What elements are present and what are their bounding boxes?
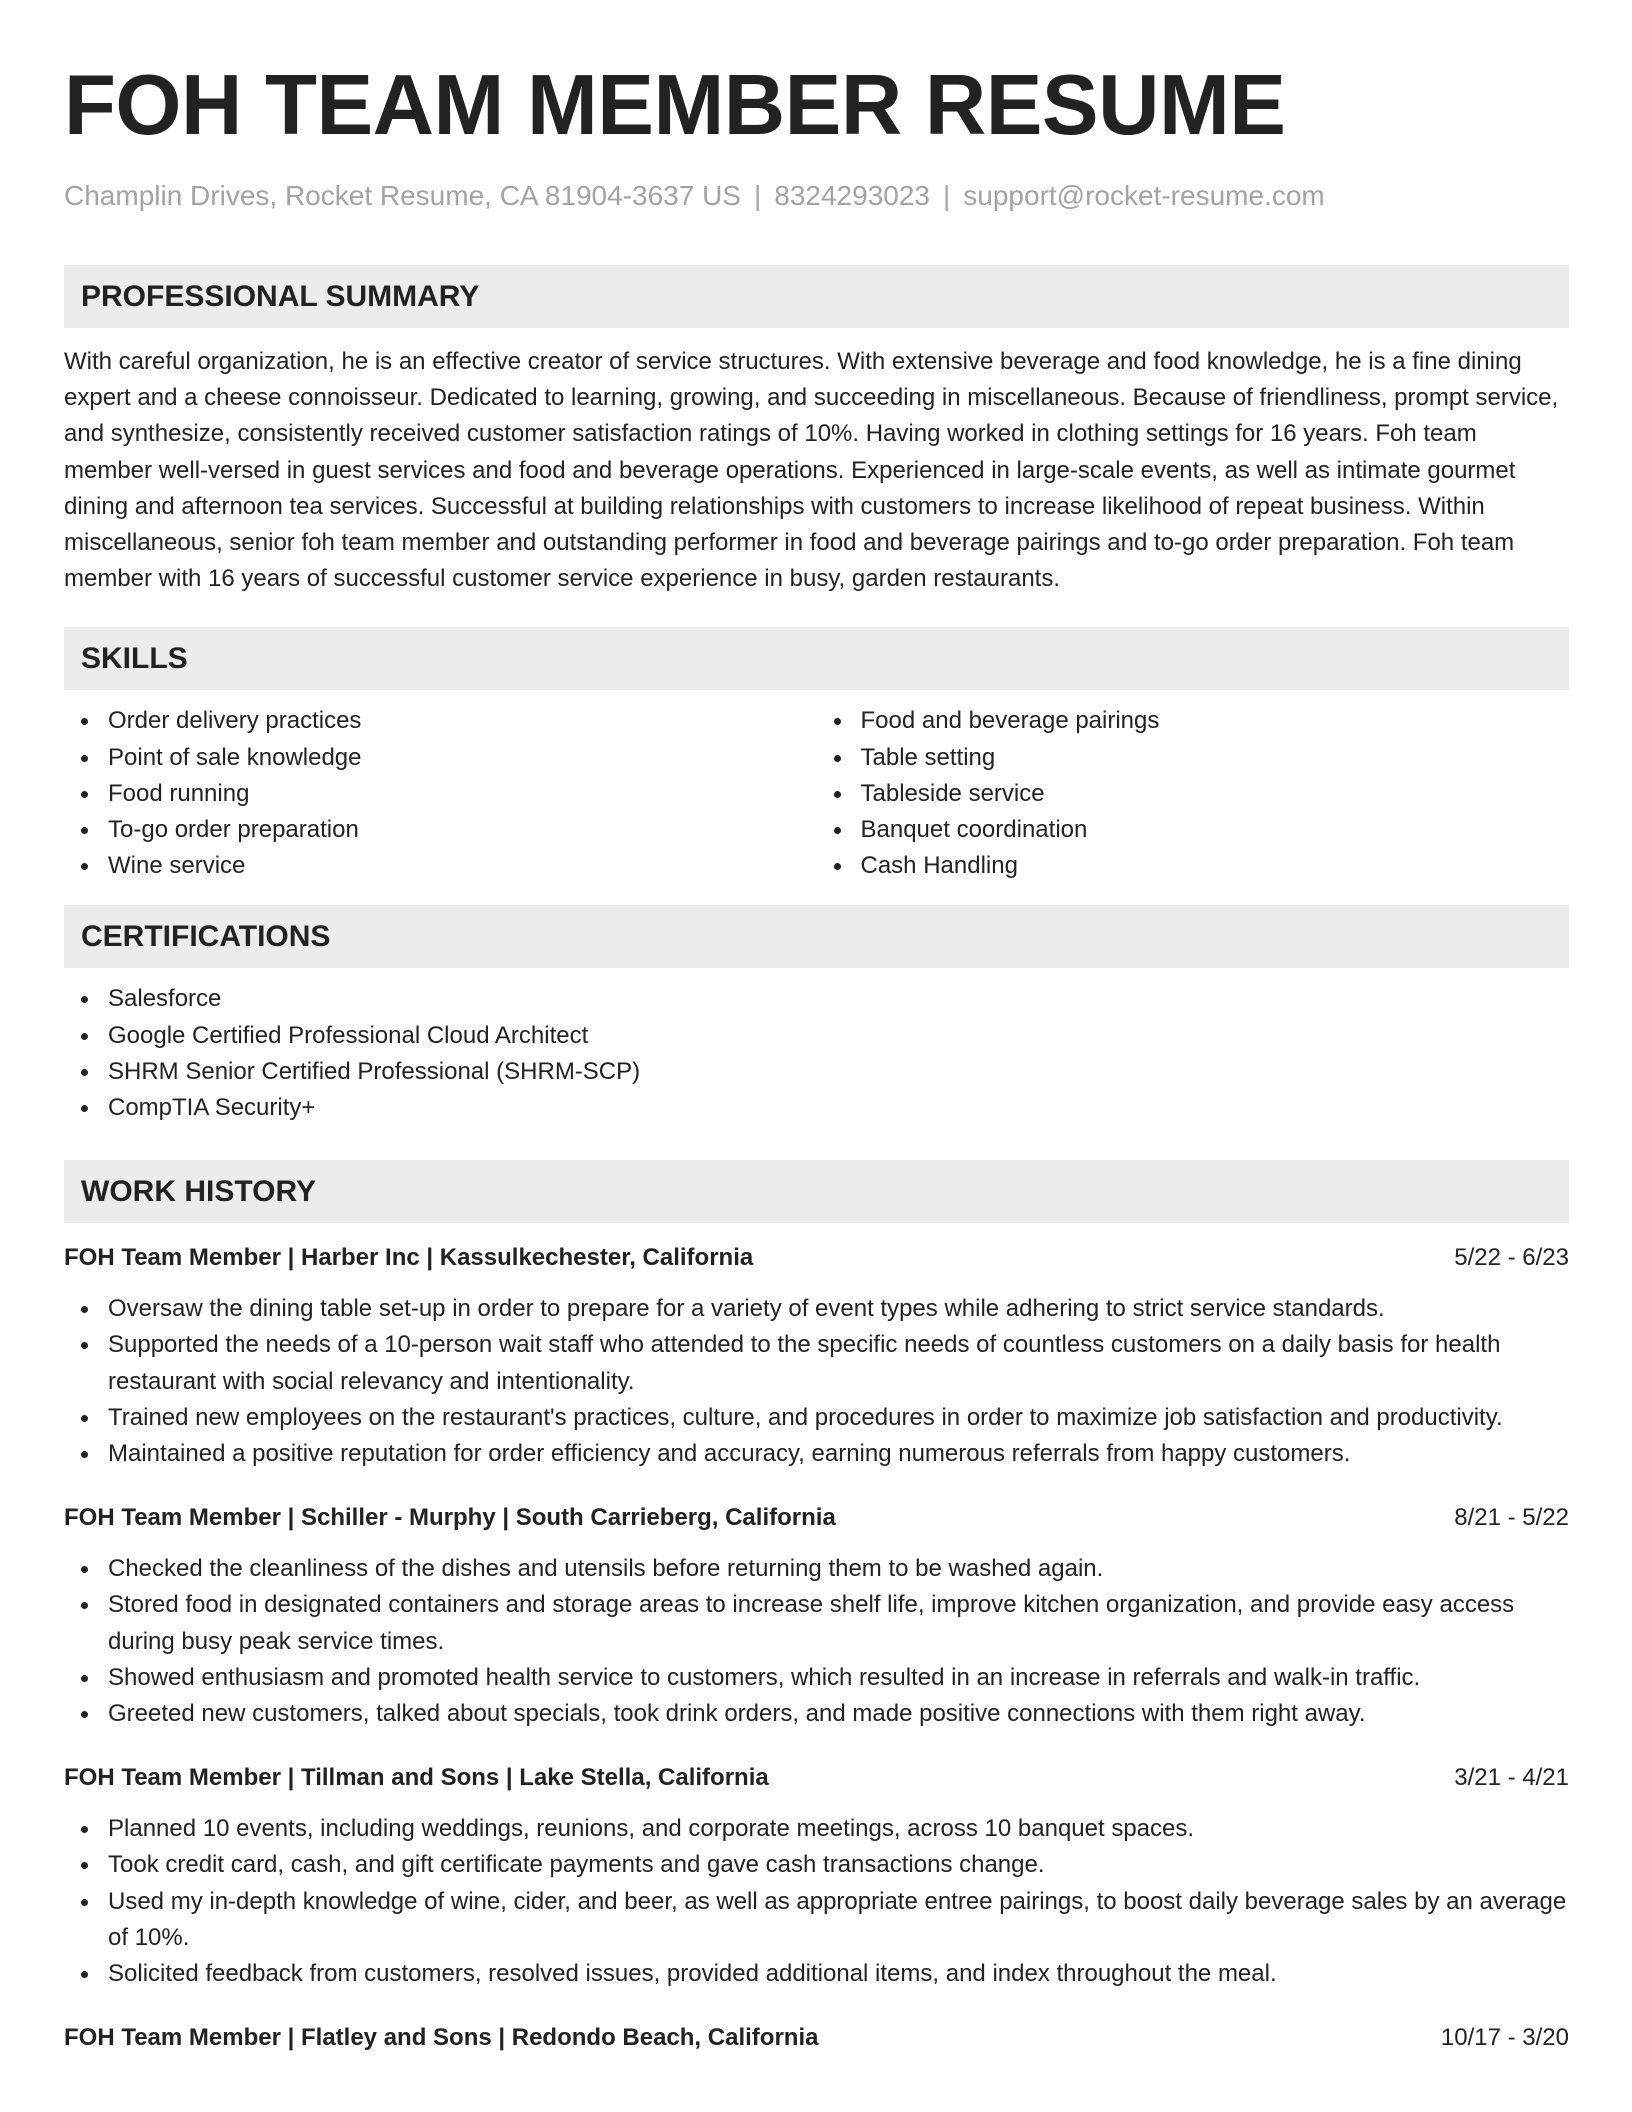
- contact-separator: |: [753, 180, 762, 211]
- job-bullet: Showed enthusiasm and promoted health service to customers, which resulted in an increase in referrals and walk-in traffic.: [64, 1660, 1569, 1696]
- job-bullet: Trained new employees on the restaurant's practices, culture, and procedures in order to maximize job satisfaction and productivity.: [64, 1400, 1569, 1436]
- certifications-list: [64, 981, 1569, 1126]
- job-header: [64, 1241, 1569, 1275]
- certification-item: SHRM Senior Certified Professional (SHRM-SCP): [64, 1054, 1569, 1090]
- summary-text: With careful organization, he is an effective creator of service structures. With extensive beverage and food knowledge, he is a fine dining expert and a cheese connoisseur. Dedicated to learning, growing, and succeeding in miscellaneous. Because of friendliness, prompt service, and synthesize, consistently received customer satisfaction ratings of 10%. Having worked in clothing settings for 16 years. Foh team member well-versed in guest services and food and beverage operations. Experienced in large-scale events, as well as intimate gourmet dining and afternoon tea services. Successful at building relationships with customers to increase likelihood of repeat business. Within miscellaneous, senior foh team member and outstanding performer in food and beverage pairings and to-go order preparation. Foh team member with 16 years of successful customer service experience in busy, garden restaurants.: [64, 348, 1559, 593]
- job-entry: [64, 1241, 1569, 1472]
- contact-phone: 8324293023: [774, 180, 930, 211]
- job-bullet: Maintained a positive reputation for order efficiency and accuracy, earning numerous referrals from happy customers.: [64, 1436, 1569, 1472]
- contact-email: support@rocket-resume.com: [963, 180, 1325, 211]
- skills-column-right: [817, 703, 1570, 884]
- job-bullet: Used my in-depth knowledge of wine, cider, and beer, as well as appropriate entree pairings, to boost daily beverage sales by an average of 10%.: [64, 1884, 1569, 1956]
- skill-item: Wine service: [64, 848, 817, 884]
- job-bullet: Greeted new customers, talked about specials, took drink orders, and made positive connections with them right away.: [64, 1696, 1569, 1732]
- job-bullet: Solicited feedback from customers, resolved issues, provided additional items, and index throughout the meal.: [64, 1956, 1569, 1992]
- job-entry: [64, 2021, 1569, 2055]
- contact-line: [64, 178, 1569, 214]
- job-title: FOH Team Member | Schiller - Murphy | South Carrieberg, California: [64, 1504, 836, 1532]
- job-title: FOH Team Member | Flatley and Sons | Redondo Beach, California: [64, 2024, 819, 2052]
- skill-item: To-go order preparation: [64, 812, 817, 848]
- job-bullet: Took credit card, cash, and gift certificate payments and gave cash transactions change.: [64, 1847, 1569, 1883]
- resume-title: FOH TEAM MEMBER RESUME: [64, 58, 1286, 153]
- skill-item: Food running: [64, 776, 817, 812]
- job-dates: 3/21 - 4/21: [1454, 1764, 1569, 1792]
- job-header: [64, 1501, 1569, 1535]
- skill-item: Order delivery practices: [64, 703, 817, 739]
- section-heading-certifications: CERTIFICATIONS: [64, 905, 1569, 968]
- job-bullet: Checked the cleanliness of the dishes and utensils before returning them to be washed again.: [64, 1551, 1569, 1587]
- skill-item: Banquet coordination: [817, 812, 1570, 848]
- skill-item: Table setting: [817, 740, 1570, 776]
- job-bullet: Supported the needs of a 10-person wait staff who attended to the specific needs of countless customers on a daily basis for health restaurant with social relevancy and intentionality.: [64, 1327, 1569, 1399]
- job-dates: 5/22 - 6/23: [1454, 1244, 1569, 1272]
- job-header: [64, 2021, 1569, 2055]
- job-header: [64, 1761, 1569, 1795]
- job-bullet: Oversaw the dining table set-up in order to prepare for a variety of event types while adhering to strict service standards.: [64, 1291, 1569, 1327]
- job-bullet: Planned 10 events, including weddings, reunions, and corporate meetings, across 10 banquet spaces.: [64, 1811, 1569, 1847]
- job-bullets: [64, 1811, 1569, 1992]
- contact-address: Champlin Drives, Rocket Resume, CA 81904-3637 US: [64, 180, 741, 211]
- job-bullet: Stored food in designated containers and storage areas to increase shelf life, improve kitchen organization, and provide easy access during busy peak service times.: [64, 1587, 1569, 1659]
- section-heading-skills: SKILLS: [64, 627, 1569, 690]
- job-entry: [64, 1501, 1569, 1732]
- skill-item: Food and beverage pairings: [817, 703, 1570, 739]
- job-dates: 8/21 - 5/22: [1454, 1504, 1569, 1532]
- job-title: FOH Team Member | Tillman and Sons | Lake Stella, California: [64, 1764, 769, 1792]
- skill-item: Tableside service: [817, 776, 1570, 812]
- skill-item: Point of sale knowledge: [64, 740, 817, 776]
- job-title: FOH Team Member | Harber Inc | Kassulkechester, California: [64, 1244, 754, 1272]
- skills-column-left: [64, 703, 817, 884]
- certification-item: Salesforce: [64, 981, 1569, 1017]
- certification-item: CompTIA Security+: [64, 1090, 1569, 1126]
- section-heading-work-history: WORK HISTORY: [64, 1160, 1569, 1223]
- job-bullets: [64, 1551, 1569, 1732]
- skill-item: Cash Handling: [817, 848, 1570, 884]
- certification-item: Google Certified Professional Cloud Architect: [64, 1018, 1569, 1054]
- job-entry: [64, 1761, 1569, 1992]
- job-bullets: [64, 1291, 1569, 1472]
- contact-separator: |: [943, 180, 951, 211]
- skills-list: [64, 703, 1569, 884]
- job-dates: 10/17 - 3/20: [1440, 2024, 1569, 2052]
- section-heading-summary: PROFESSIONAL SUMMARY: [64, 265, 1569, 328]
